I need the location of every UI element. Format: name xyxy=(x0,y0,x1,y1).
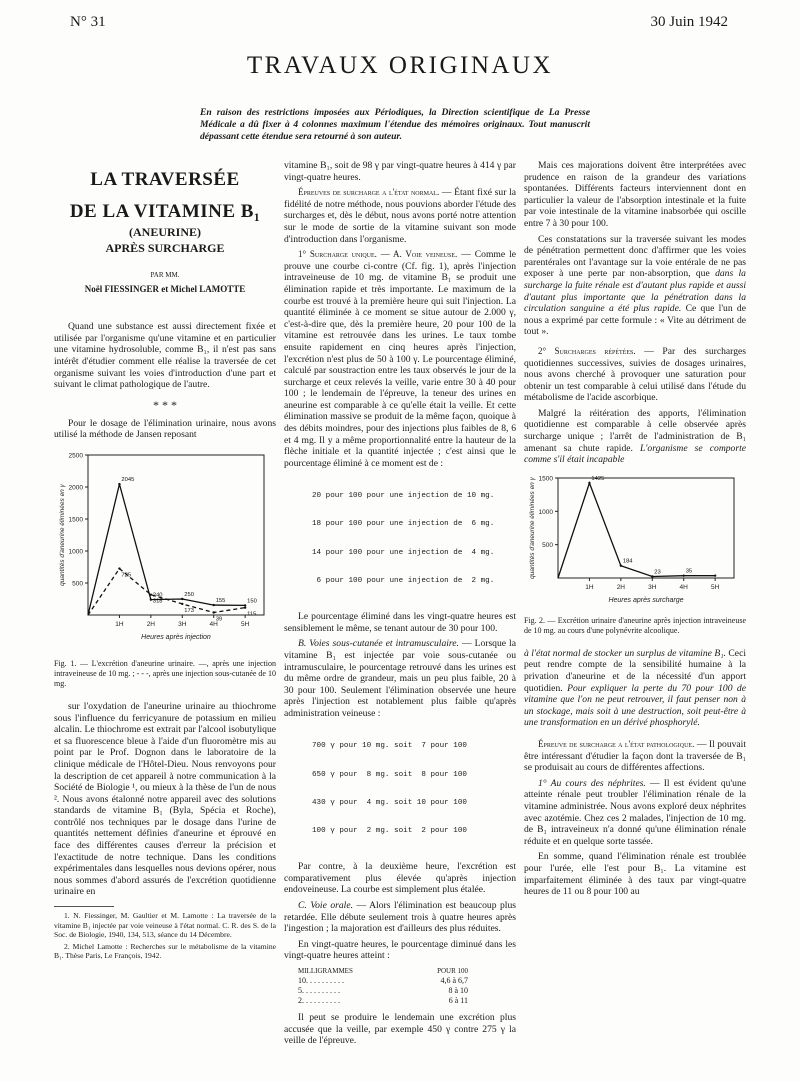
figure-2-chart xyxy=(524,470,746,612)
paragraph xyxy=(284,638,516,719)
paragraph: Quand une substance est aussi directement fixée et utilisée par l'organisme qu'une vitamine et en particulier une vitamine hydrosoluble, comme B₁, il n'est pas sans intérêt d'étudier comment elle réalise la traversée de cet organisme suivant les voies d'introduction d'une part et suivant le climat pathologique de l'autre. xyxy=(54,321,276,391)
paragraph xyxy=(524,346,746,404)
paragraph-text: — Par des surcharges quotidiennes successives, suivies de dosages urinaires, nous avons cherché à provoquer une saturation pour obtenir un test comparable à celui utilisé dans l'étude du métabolisme de l'acide ascorbique. xyxy=(524,345,746,404)
section-separator: * * * xyxy=(153,397,177,412)
section-heading: C. Voie orale. xyxy=(298,899,353,911)
data-point xyxy=(213,611,215,613)
table-cell: 2. . . . . . . . . . xyxy=(298,995,340,1005)
emphasis-text: L'organisme se comporte comme s'il était incapable xyxy=(524,442,747,466)
percentage-table xyxy=(284,473,516,605)
x-tick-label: 4H xyxy=(679,583,688,591)
y-tick-label: 1500 xyxy=(68,516,83,524)
table-row: 650 γ pour 8 mg. soit 8 pour 100 xyxy=(312,770,467,779)
column-header: POUR 100 xyxy=(437,966,468,975)
y-axis-label: quantités d'aneurine éliminées en γ xyxy=(529,476,536,579)
emphasis-text: à l'état normal de stocker un surplus de vitamine B₁. xyxy=(524,647,726,659)
footnote-rule xyxy=(54,906,114,907)
page-header xyxy=(70,14,728,36)
data-point xyxy=(651,575,653,577)
column-header: MILLIGRAMMES xyxy=(298,966,353,975)
paragraph-text: Ce que l'un de nous a exprimé par cette formule : « Vite au détriment de tout ». xyxy=(524,303,746,338)
paragraph xyxy=(524,234,746,338)
x-axis-label: Heures après surcharge xyxy=(608,596,684,604)
x-tick-label: 5H xyxy=(710,583,720,591)
elimination-table xyxy=(284,723,516,855)
x-tick-label: 2H xyxy=(146,620,156,628)
article-title-line-2: DE LA VITAMINE B₁ xyxy=(69,201,261,222)
data-point xyxy=(150,593,152,595)
paragraph xyxy=(284,900,516,935)
paragraph-text: Ceci peut rendre compte de la sensibilité humaine à la privation d'aneurine et de la nécessité d'un apport quotidien. xyxy=(524,647,746,694)
paragraph xyxy=(524,778,746,848)
paragraph: sur l'oxydation de l'aneurine urinaire au thiochrome sous l'influence du ferricyanure de potassium en milieu alcalin. Le thiochrome est extrait par l'alcool isobutylique et sa fluorescence bleue à l'aide d'un fluoromètre mis au point par le Prof. Dognon dans le laboratoire de la clinique médicale de l'Hôtel-Dieu. Nous renvoyons pour la description de cet appareil à notre communication à la Société de Biologie ¹, ou mieux à la thèse de l'un de nous ². Nous avons étalonné notre appareil avec des solutions standards de vitamine B₁ (Byla, Spécia et Roche), contrôlé nos techniques par le dosage dans l'urine de quantités nettement définies d'aneurine et éprouvé en face des différentes causes d'erreur la précision et l'exactitude de notre technique. Dans les conditions expérimentales dans lesquelles nous devions opérer, nous nous sommes d'abord assurés de l'excrétion quotidienne urinaire en xyxy=(54,700,276,898)
section-heading: B. Voies sous-cutanée et intramusculaire. xyxy=(298,638,459,650)
footnote-1: 1. N. Fiessinger, M. Gaultier et M. Lamotte : La traversée de la vitamine B₁ injectée par voie veineuse à l'état normal. C. R. des S. de la Soc. de Biologie, 1940, 134, 513, séance du 14 Décembre. xyxy=(54,911,276,940)
paragraph xyxy=(284,187,516,245)
data-point xyxy=(620,564,622,566)
y-tick-label: 1000 xyxy=(538,508,553,516)
y-tick-label: 500 xyxy=(542,542,553,550)
table-row: 100 γ pour 2 mg. soit 2 pour 100 xyxy=(312,826,467,835)
editorial-notice: En raison des restrictions imposées aux Périodiques, la Direction scientifique de La Presse Médicale a dû fixer à 4 colonnes maximum l'étendue des mémoires originaux. Tout manuscrit dépassant cette étendue sera retourné à son auteur. xyxy=(200,107,590,142)
table-row: 14 pour 100 pour une injection de 4 mg. xyxy=(312,548,495,557)
paragraph-text: — Il pouvait être intéressant d'étudier la façon dont la traversée de B₁ se produisait au cours de différentes affections. xyxy=(524,739,747,774)
y-tick-label: 2000 xyxy=(68,484,83,492)
emphasis-text: dans la surcharge la fuite rénale est d'autant plus rapide et aussi d'autant plus importante que la pénétration dans la circulation sanguine a été plus rapide. xyxy=(524,268,746,315)
x-tick-label: 1H xyxy=(585,583,594,591)
paragraph: Par contre, à la deuxième heure, l'excrétion est comparativement plus élevée qu'après injection endoveineuse. La courbe est simplement plus étalée. xyxy=(284,861,516,896)
y-tick-label: 2500 xyxy=(68,452,83,460)
figure-1-caption: Fig. 1. — L'excrétion d'aneurine urinaire. —, après une injection intraveineuse de 10 mg. ; - - -, après une injection sous-cutanée de 10 mg. xyxy=(54,658,276,688)
table-row xyxy=(298,996,468,1006)
paragraph-text: — Comme le prouve une courbe ci-contre (Cf. fig. 1), après l'injection intraveineuse de 10 mg. de vitamine B₁ se produit une élimination rapide et très importante. Le maximum de la courbe est trouvé à la première heure qui suit l'injection. La quantité éliminée à ce moment se situe autour de 2.000 γ, c'est-à-dire que, dès la première heure, 20 pour 100 de la vitamine est retrouvée dans les urines. Le taux tombe ensuite rapidement en cinq heures après l'injection, l'excrétion n'est plus de 50 à 100 γ. Le pourcentage éliminé, calculé par soustraction entre les taux observés le jour de la surcharge et ceux relevés la veille, varie entre 30 à 40 pour 100 ; le lendemain de l'épreuve, la teneur des urines en aneurine est comparable à ce qu'elle était la veille. Et cette élimination massive se produit de la même façon, quoique à des débits moindres, pour des injections plus faibles de 8, 6 et 4 mg. Il y a même proportionnalité entre la hauteur de la flèche initiale et la quantité injectée ; c'est ainsi que le pourcentage éliminé à ce moment est de : xyxy=(284,249,516,469)
x-tick-label: 3H xyxy=(178,620,187,628)
paragraph: En somme, quand l'élimination rénale est troublée pour l'urée, elle l'est pour B₁. La vitamine est imparfaitement éliminée à des taux par vingt-quatre heures de 11 ou 8 pour 100 au xyxy=(524,851,746,898)
data-point xyxy=(150,598,152,600)
y-tick-label: 1500 xyxy=(538,475,553,483)
oral-table xyxy=(298,966,516,1006)
data-point xyxy=(181,598,183,600)
paragraph-text: Ces constatations sur la traversée suivant les modes de pénétration permettent donc d'affirmer que les voies parentérales ont l'avantage sur la voie entérale de ne pas exposer à une perte par non-absorption, que xyxy=(524,233,746,280)
paragraph xyxy=(524,408,746,466)
table-row xyxy=(298,976,468,986)
section-heading: Épreuve de surcharge a l'état pathologique. xyxy=(538,739,695,749)
table-row: 18 pour 100 pour une injection de 6 mg. xyxy=(312,520,495,529)
data-point xyxy=(244,606,246,608)
data-point xyxy=(181,603,183,605)
by-label: PAR MM. xyxy=(150,271,180,279)
data-label: 240 xyxy=(152,592,163,599)
x-tick-label: 2H xyxy=(616,583,626,591)
x-tick-label: 1H xyxy=(115,620,124,628)
x-tick-label: 3H xyxy=(648,583,657,591)
data-point xyxy=(118,567,120,569)
article-authors: Noël FIESSINGER et Michel LAMOTTE xyxy=(84,283,246,294)
x-tick-label: 5H xyxy=(240,620,250,628)
paragraph: vitamine B₁, soit de 98 γ par vingt-quatre heures à 414 γ par vingt-quatre heures. xyxy=(284,160,516,183)
table-row xyxy=(298,986,468,996)
paragraph-text: — Il est évident qu'une atteinte rénale peut troubler l'élimination rénale de la vitamine administrée. Nous avons exploré deux néphrites avec azotémie. Chez ces 2 malades, l'injection de 10 mg. de B₁ intraveineux n'a donné qu'une élimination rénale réduite et en quelque sorte tassée. xyxy=(524,777,747,847)
paragraph-text: — Étant fixé sur la fidélité de notre méthode, nous pouvions aborder l'étude des surcharges et, dès le début, nous avons porté notre attention sur le mode de sortie de la vitamine suivant son mode d'introduction dans l'organisme. xyxy=(284,187,517,245)
data-label: 155 xyxy=(215,598,226,605)
column-2 xyxy=(284,160,516,1051)
data-label: 2045 xyxy=(121,477,135,484)
table-row: 430 γ pour 4 mg. soit 10 pour 100 xyxy=(312,798,467,807)
table-row: 700 γ pour 10 mg. soit 7 pour 100 xyxy=(312,742,467,751)
data-label: 23 xyxy=(654,569,661,576)
paragraph: Mais ces majorations doivent être interprétées avec prudence en raison de la grandeur des variations spontanées. Différents facteurs interviennent dont en particulier la valeur de l'absorption intestinale et la fuite par voie intestinale de la vitamine inabsorbée qui oscille entre 7 à 30 pour 100. xyxy=(524,160,746,229)
paragraph: En vingt-quatre heures, le pourcentage diminué dans les vingt-quatre heures atteint : xyxy=(284,938,516,962)
plot-frame xyxy=(558,475,734,578)
data-point xyxy=(244,604,246,606)
x-tick-label: 4H xyxy=(209,620,218,628)
paragraph-text: — Alors l'élimination est beaucoup plus retardée. Elle débute seulement trois à quatre heures après l'ingestion ; la majoration est d'ailleurs des plus réduites. xyxy=(284,899,517,935)
article-title-line-4: APRÈS SURCHARGE xyxy=(105,241,225,255)
issue-date: 30 Juin 1942 xyxy=(650,14,728,30)
data-label: 35 xyxy=(685,568,693,575)
data-label: 173 xyxy=(184,607,194,614)
section-heading: Épreuves de surcharge a l'état normal. xyxy=(298,187,440,198)
article-title-line-1: LA TRAVERSÉE xyxy=(90,169,240,190)
paragraph-text: Malgré la réitération des apports, l'élimination quotidienne est comparable à celle observée après surcharge unique ; l'arrêt de l'administration de B₁ amenant sa chute rapide. xyxy=(524,407,746,454)
table-row: 6 pour 100 pour une injection de 2 mg. xyxy=(312,576,495,585)
data-label: 150 xyxy=(247,598,257,605)
section-heading: 1° Surcharge unique. — A. Voie veineuse. xyxy=(298,249,458,260)
series-line xyxy=(88,569,245,615)
table-cell: 6 à 11 xyxy=(448,995,468,1005)
data-label: 115 xyxy=(247,611,257,618)
column-3 xyxy=(524,160,746,902)
paragraph: Le pourcentage éliminé dans les vingt-quatre heures est sensiblement le même, se tenant autour de 30 pour 100. xyxy=(284,611,516,634)
table-row: 20 pour 100 pour une injection de 10 mg. xyxy=(312,492,495,501)
table-cell: 8 à 10 xyxy=(448,985,468,995)
data-point xyxy=(683,574,685,576)
y-tick-label: 1000 xyxy=(68,548,83,556)
column-1 xyxy=(54,160,276,963)
data-label: 39 xyxy=(215,616,223,623)
series-line xyxy=(88,484,245,615)
footnote-2: 2. Michel Lamotte : Recherches sur le métabolisme de la vitamine B₁. Thèse Paris, Le François, 1942. xyxy=(54,941,276,961)
section-title: TRAVAUX ORIGINAUX xyxy=(246,52,554,79)
issue-number: N° 31 xyxy=(70,14,106,30)
paragraph xyxy=(524,648,746,729)
data-label: 1425 xyxy=(591,475,605,482)
article-title-line-3: (ANEURINE) xyxy=(129,225,201,239)
plot-frame xyxy=(88,455,264,615)
data-label: 184 xyxy=(622,558,633,565)
paragraph: Il peut se produire le lendemain une excrétion plus accusée que la veille, par exemple 450 γ contre 275 γ la veille de l'épreuve. xyxy=(284,1011,516,1047)
paragraph xyxy=(524,739,746,774)
x-axis-label: Heures après injection xyxy=(141,633,211,641)
paragraph xyxy=(284,249,516,469)
figure-1-chart xyxy=(54,445,276,655)
section-heading: 1° Au cours des néphrites. xyxy=(538,777,646,789)
emphasis-text: Pour expliquer la perte du 70 pour 100 de vitamine que l'on ne peut retrouver, il faut penser non à un stockage, mais soit à une destruction, soit peut-être à une transformation en un dérivé phosphorylé. xyxy=(524,682,746,729)
table-cell: 5. . . . . . . . . . xyxy=(298,985,340,995)
data-point xyxy=(213,604,215,606)
data-point xyxy=(588,482,590,484)
figure-2-caption: Fig. 2. — Excrétion urinaire d'aneurine après injection intraveineuse de 10 mg. au cours d'une polynévrite alcoolique. xyxy=(524,615,746,635)
data-label: 250 xyxy=(184,591,194,598)
table-header xyxy=(298,966,468,976)
table-cell: 10. . . . . . . . . . xyxy=(298,975,344,985)
data-point xyxy=(714,574,716,576)
data-point xyxy=(118,483,120,485)
series-line xyxy=(558,483,715,578)
paragraph: Pour le dosage de l'élimination urinaire, nous avons utilisé la méthode de Jansen reposant xyxy=(54,417,276,441)
section-heading: 2° Surcharges répétées. xyxy=(538,345,636,356)
y-axis-label: quantités d'aneurine éliminées en γ xyxy=(59,484,66,586)
y-tick-label: 500 xyxy=(72,580,83,588)
table-cell: 4,6 à 6,7 xyxy=(440,975,468,985)
data-label: 725 xyxy=(121,572,132,579)
data-label: 318 xyxy=(152,598,163,605)
paragraph-text: — Lorsque la vitamine B₁ est injectée par voie sous-cutanée ou intramusculaire, le pourcentage retrouvé dans les urines est du même ordre de grandeur, mais un peu plus faible, 20 à 30 pour 100. Seulement l'élimination observée une heure après l'injection est notablement plus faible qu'après administration veineuse : xyxy=(284,638,516,719)
